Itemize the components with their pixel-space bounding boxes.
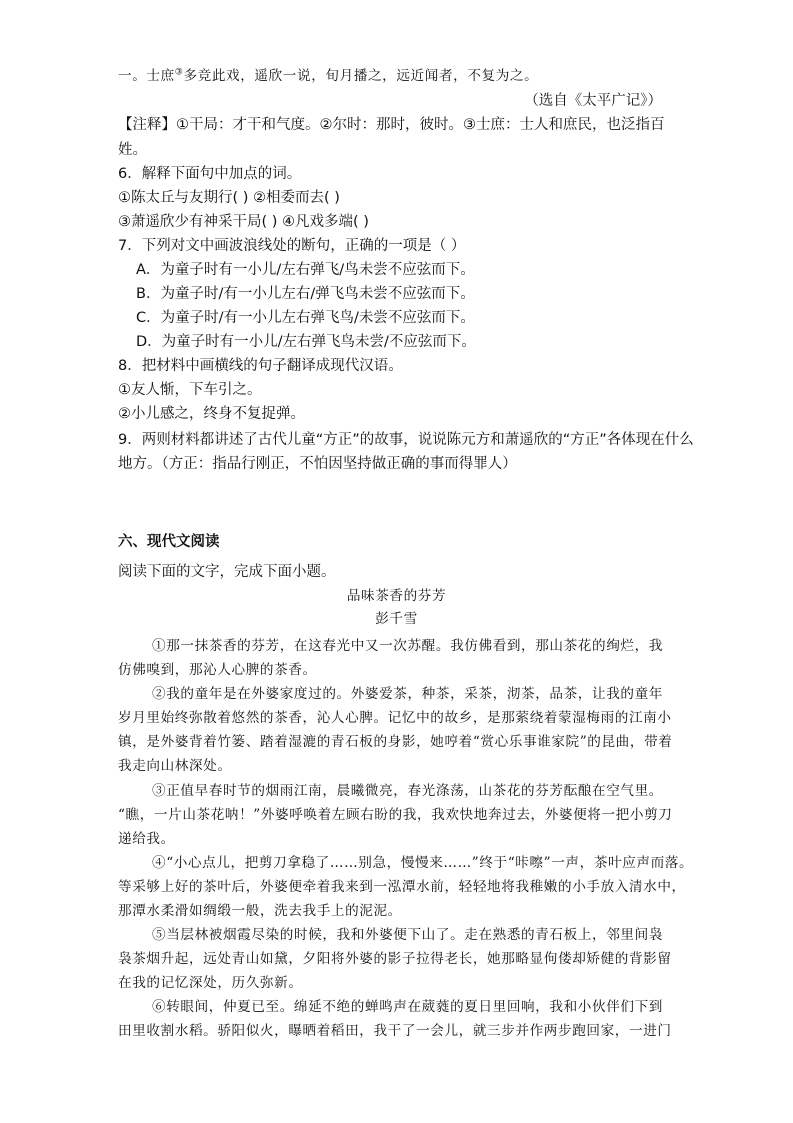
question-6-items-b: ③萧遥欣少有神采干局( ) ④凡戏多端( ) [118, 214, 369, 230]
question-7: 7．下列对文中画波浪线处的断句，正确的一项是（ ） [118, 238, 466, 254]
reading-instruction: 阅读下面的文字，完成下面小题。 [118, 564, 336, 580]
classical-text-b: 多竞此戏，遥欣一说，旬月播之，远近闻者，不复为之。 [183, 68, 539, 84]
paragraph-5-line-1: ⑤当层林被烟霞尽染的时候，我和外婆便下山了。走在熟悉的青石板上，邻里间袅 [152, 927, 663, 943]
paragraph-4-line-2: 等采够上好的茶叶后，外婆便牵着我来到一泓潭水前，轻轻地将我稚嫩的小手放入清水中， [118, 879, 686, 895]
question-8-item-2: ②小儿感之，终身不复捉弹。 [118, 406, 305, 422]
paragraph-6-line-1: ⑥转眼间，仲夏已至。绵延不绝的蝉鸣声在葳蕤的夏日里回响，我和小伙伴们下到 [152, 999, 663, 1015]
paragraph-5-line-2: 袅茶烟升起，远处青山如黛，夕阳将外婆的影子拉得老长，她那略显佝偻却矫健的背影留 [118, 951, 672, 967]
paragraph-2-line-3: 镇，是外婆背着竹篓、踏着湿漉的青石板的身影，她哼着“赏心乐事谁家院”的昆曲，带着 [118, 734, 673, 750]
question-7-option-a: A．为童子时有一小儿/左右弹飞/鸟未尝不应弦而下。 [136, 262, 475, 278]
question-9-line-1: 9．两则材料都讲述了古代儿童“方正”的故事，说说陈元方和萧遥欣的“方正”各体现在什么 [118, 432, 694, 448]
question-8: 8．把材料中画横线的句子翻译成现代汉语。 [118, 358, 403, 374]
paragraph-4-line-1: ④“小心点儿，把剪刀拿稳了……别急，慢慢来……”终于“咔嚓”一声，茶叶应声而落。 [152, 855, 694, 871]
paragraph-3-line-1: ③正值早春时节的烟雨江南，晨曦微亮，春光涤荡，山茶花的芬芳酝酿在空气里。 [152, 783, 663, 799]
question-7-option-d: D．为童子时有一小儿/左右弹飞鸟未尝/不应弦而下。 [136, 334, 476, 350]
question-6-items-a: ①陈太丘与友期行( ) ②相委而去( ) [118, 190, 340, 206]
note-mark: ③ [174, 67, 184, 78]
paragraph-4-line-3: 那潭水柔滑如绸缎一般，洗去我手上的泥泥。 [118, 903, 402, 919]
classical-text-tail [118, 66, 538, 86]
annotation-line-1: 【注释】①干局：才干和气度。②尔时：那时，彼时。③士庶：士人和庶民，也泛指百 [118, 117, 665, 133]
annotation-line-2: 姓。 [118, 142, 147, 158]
classical-text-a: 一。士庶 [118, 68, 175, 84]
paragraph-1-line-2: 仿佛嗅到，那沁人心脾的茶香。 [118, 662, 317, 678]
paragraph-2-line-1: ②我的童年是在外婆家度过的。外婆爱茶，种茶，采茶，沏茶，品茶，让我的童年 [152, 686, 663, 702]
question-7-option-b: B．为童子时/有一小儿左右/弹飞鸟未尝不应弦而下。 [136, 286, 475, 302]
question-8-item-1: ①友人惭，下车引之。 [118, 382, 262, 398]
paragraph-2-line-2: 岁月里始终弥散着悠然的茶香，沁人心脾。记忆中的故乡，是那萦绕着蒙湿梅雨的江南小 [118, 710, 672, 726]
source-citation: （选自《太平广记》） [524, 93, 662, 109]
question-9-line-2: 地方。（方正：指品行刚正，不怕因坚持做正确的事而得罪人） [118, 456, 517, 472]
paragraph-2-line-4: 我走向山林深处。 [118, 758, 232, 774]
paragraph-6-line-2: 田里收割水稻。骄阳似火，曝晒着稻田，我干了一会儿，就三步并作两步跑回家，一进门 [118, 1023, 672, 1039]
paragraph-3-line-3: 递给我。 [118, 831, 175, 847]
question-7-option-c: C．为童子时/有一小儿左右弹飞鸟/未尝不应弦而下。 [136, 310, 475, 326]
paragraph-3-line-2: “瞧，一片山茶花呐！”外婆呼唤着左顾右盼的我，我欢快地奔过去，外婆便将一把小剪刀 [118, 807, 673, 823]
question-6: 6．解释下面句中加点的词。 [118, 166, 302, 182]
paragraph-1-line-1: ①那一抹茶香的芬芳，在这春光中又一次苏醒。我仿佛看到，那山茶花的绚烂，我 [152, 638, 663, 654]
paragraph-5-line-3: 在我的记忆深处，历久弥新。 [118, 975, 303, 991]
article-author: 彭千雪 [375, 611, 418, 627]
article-title: 品味茶香的芬芳 [346, 588, 447, 604]
section-heading: 六、现代文阅读 [118, 534, 220, 550]
